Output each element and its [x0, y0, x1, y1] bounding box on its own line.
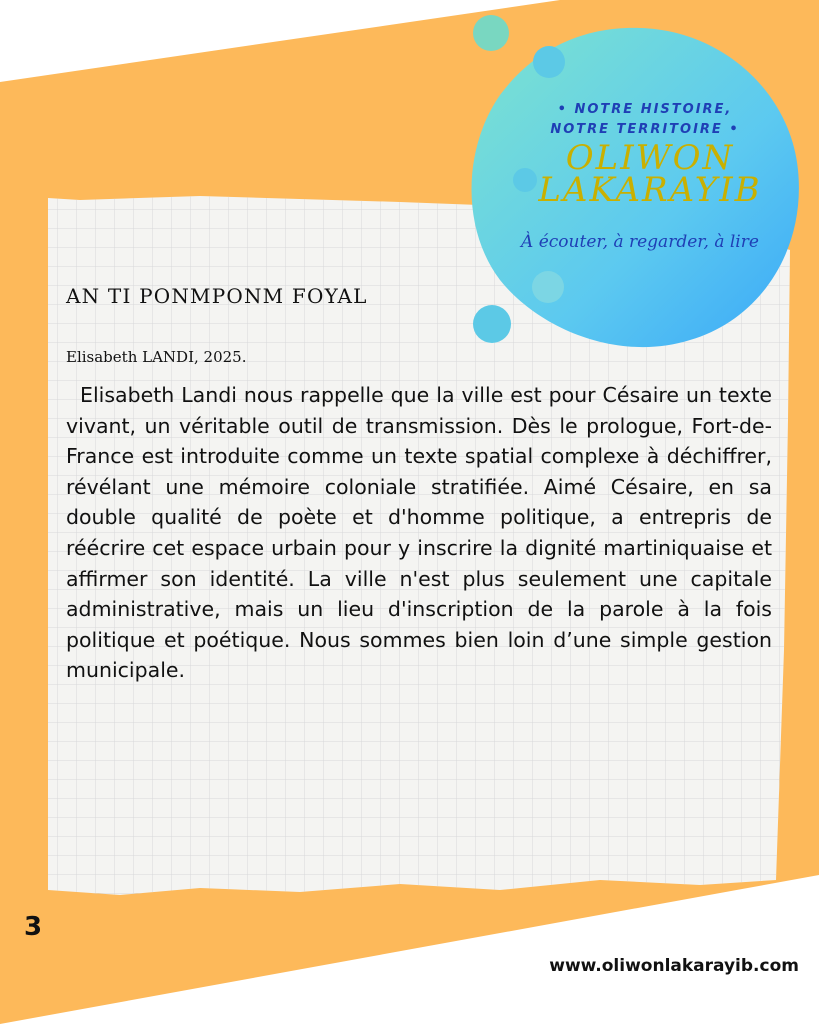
article-title: AN TI PONMPONM FOYAL [66, 284, 368, 308]
tagline-line-1: • NOTRE HISTOIRE, [557, 102, 733, 117]
badge-slogan: À écouter, à regarder, à lire [521, 232, 759, 252]
brand-logo [520, 138, 780, 210]
article-body: Elisabeth Landi nous rappelle que la ville est pour Césaire un texte vivant, un véritable outil de transmission. Dès le prologue, Fort-de-France est introduite comme un texte spatial complexe à déchiffrer, révélant une mémoire coloniale stratifiée. Aimé Césaire, en sa double qualité de poète et d'homme politique, a entrepris de réécrire cet espace urbain pour y inscrire la dignité martiniquaise et affirmer son identité. La ville n'est plus seulement une capitale administrative, mais un lieu d'inscription de la parole à la fois politique et poétique. Nous sommes bien loin d’une simple gestion municipale. [66, 383, 772, 683]
brand-line-2: LAKARAYIB [538, 170, 762, 210]
article-byline: Elisabeth LANDI, 2025. [66, 348, 247, 366]
page-number: 3 [24, 912, 43, 942]
brand-line-1: OLIWON [565, 138, 735, 178]
dot-4 [532, 271, 564, 303]
dot-5 [473, 305, 511, 343]
dot-2 [533, 46, 565, 78]
dot-1 [473, 15, 509, 51]
tagline-line-2: NOTRE TERRITOIRE • [550, 122, 740, 137]
website-link[interactable]: www.oliwonlakarayib.com [549, 956, 799, 976]
badge-tagline [520, 100, 770, 140]
